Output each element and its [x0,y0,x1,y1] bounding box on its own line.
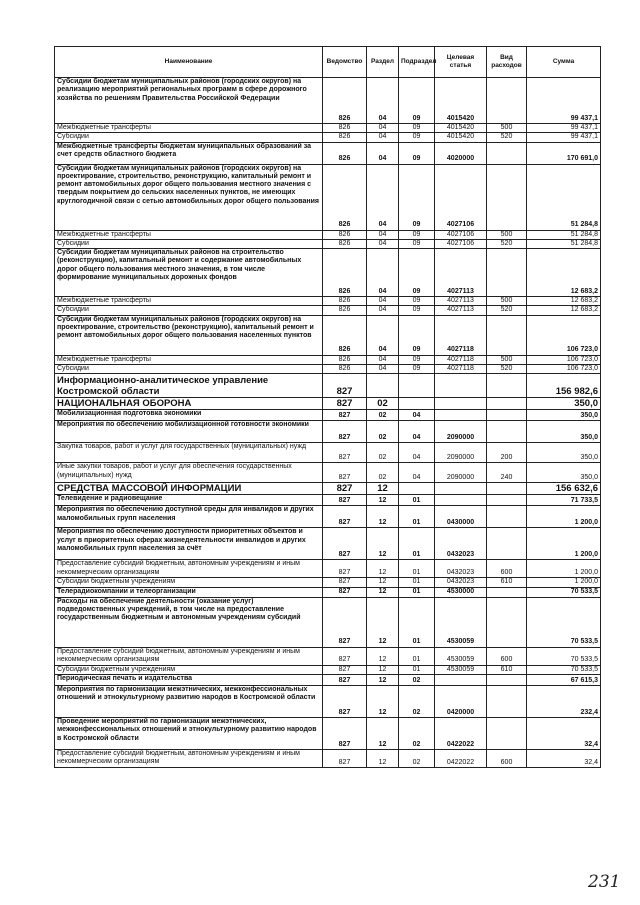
table-row [55,306,601,315]
row-name: Расходы на обеспечение деятельности (оказание услуг) подведомственных учреждений, в том числе на предоставление государственным бюджетным и автономным учреждениям субсидий [55,597,323,647]
row-name: Иные закупки товаров, работ и услуг для обеспечения государственных (муниципальных) нужд [55,463,323,483]
row-dept: 827 [323,717,367,749]
row-target: 0430000 [435,506,487,528]
row-sum: 32,4 [527,717,601,749]
row-name: НАЦИОНАЛЬНАЯ ОБОРОНА [55,398,323,410]
row-exp [487,483,527,495]
table-row [55,528,601,560]
table-row [55,717,601,749]
row-target: 4530000 [435,587,487,597]
row-exp [487,410,527,421]
header-row [55,47,601,78]
row-exp: 520 [487,133,527,142]
row-name: Предоставление субсидий бюджетным, автономным учреждениям и иным некоммерческим организациям [55,749,323,767]
row-section: 12 [367,483,399,495]
row-dept: 827 [323,674,367,685]
row-subsection: 09 [399,78,435,124]
row-target: 4530059 [435,647,487,665]
row-name: Субсидии бюджетным учреждениям [55,665,323,674]
table-row [55,665,601,674]
row-exp [487,495,527,506]
row-name: Межбюджетные трансферты [55,124,323,133]
table-row [55,315,601,355]
row-section: 12 [367,665,399,674]
row-dept: 827 [323,587,367,597]
row-subsection: 01 [399,647,435,665]
row-subsection: 09 [399,249,435,297]
row-section: 04 [367,239,399,248]
row-name: Проведение мероприятий по гармонизации межэтнических, межконфессиональных отношений и этнокультурному развитию народов в Костромской области [55,717,323,749]
row-section: 12 [367,495,399,506]
row-section: 12 [367,749,399,767]
row-section: 04 [367,365,399,374]
row-exp: 500 [487,230,527,239]
row-section: 12 [367,528,399,560]
row-subsection: 01 [399,665,435,674]
header-exp: Вид расходов [487,47,527,78]
row-name: Субсидии [55,365,323,374]
row-subsection: 01 [399,560,435,578]
row-exp [487,249,527,297]
row-sum: 70 533,5 [527,597,601,647]
row-name: Телерадиокомпании и телеорганизации [55,587,323,597]
row-target: 2090000 [435,463,487,483]
row-target [435,483,487,495]
table-row [55,749,601,767]
row-exp [487,674,527,685]
row-dept: 826 [323,249,367,297]
table-body [55,78,601,768]
row-dept: 826 [323,78,367,124]
row-sum: 170 691,0 [527,142,601,164]
row-subsection: 02 [399,674,435,685]
row-exp: 500 [487,124,527,133]
row-subsection: 09 [399,133,435,142]
row-exp [487,587,527,597]
row-sum: 32,4 [527,749,601,767]
row-dept: 827 [323,410,367,421]
row-target: 4015420 [435,78,487,124]
row-target [435,674,487,685]
table-row [55,410,601,421]
row-target: 4027118 [435,315,487,355]
row-target: 4015420 [435,124,487,133]
row-exp: 600 [487,749,527,767]
table-row [55,365,601,374]
row-dept: 827 [323,374,367,398]
row-sum: 350,0 [527,398,601,410]
row-name: Межбюджетные трансферты [55,230,323,239]
row-dept: 826 [323,297,367,306]
row-section: 04 [367,164,399,230]
row-subsection: 09 [399,164,435,230]
row-dept: 827 [323,483,367,495]
row-dept: 827 [323,495,367,506]
row-dept: 826 [323,142,367,164]
row-section: 12 [367,506,399,528]
row-dept: 826 [323,133,367,142]
row-subsection: 01 [399,578,435,587]
row-exp [487,315,527,355]
row-name: Субсидии бюджетам муниципальных районов на строительство (реконструкцию), капитальный ремонт и содержание автомобильных дорог общего пользования местного значения, в том числе формирование муниципальных дорожных фондов [55,249,323,297]
row-sum: 99 437,1 [527,133,601,142]
row-name: Мероприятия по обеспечению мобилизационной готовности экономики [55,421,323,443]
row-subsection [399,483,435,495]
row-dept: 826 [323,239,367,248]
table-row [55,239,601,248]
table-row [55,374,601,398]
row-dept: 826 [323,315,367,355]
table-row [55,483,601,495]
row-section: 12 [367,587,399,597]
row-sum: 1 200,0 [527,506,601,528]
row-dept: 827 [323,578,367,587]
table-row [55,560,601,578]
row-section: 02 [367,410,399,421]
row-dept: 827 [323,398,367,410]
table-row [55,164,601,230]
row-sum: 350,0 [527,443,601,463]
row-target: 0432023 [435,560,487,578]
row-section: 12 [367,560,399,578]
row-name: Межбюджетные трансферты бюджетам муниципальных образований за счет средств областного бюджета [55,142,323,164]
table-row [55,597,601,647]
row-sum: 232,4 [527,685,601,717]
row-sum: 70 533,5 [527,587,601,597]
table-row [55,133,601,142]
row-target: 4027113 [435,249,487,297]
row-name: Мероприятия по обеспечению доступной среды для инвалидов и других маломобильных групп населения [55,506,323,528]
row-subsection: 04 [399,463,435,483]
row-target: 4530059 [435,665,487,674]
table-row [55,142,601,164]
table-row [55,355,601,364]
row-exp: 520 [487,239,527,248]
row-exp: 500 [487,355,527,364]
row-subsection: 04 [399,421,435,443]
row-exp [487,164,527,230]
row-section: 02 [367,463,399,483]
row-dept: 827 [323,421,367,443]
row-dept: 827 [323,749,367,767]
row-subsection: 01 [399,495,435,506]
row-subsection: 09 [399,306,435,315]
row-section [367,374,399,398]
row-exp [487,685,527,717]
row-target: 4530059 [435,597,487,647]
row-sum: 51 284,8 [527,239,601,248]
table-row [55,463,601,483]
row-exp [487,717,527,749]
row-exp [487,374,527,398]
row-exp: 240 [487,463,527,483]
table-row [55,249,601,297]
row-name: Периодическая печать и издательства [55,674,323,685]
header-dept: Ведомство [323,47,367,78]
header-sum: Сумма [527,47,601,78]
row-target: 4027118 [435,365,487,374]
row-exp: 610 [487,665,527,674]
row-name: Мобилизационная подготовка экономики [55,410,323,421]
row-name: СРЕДСТВА МАССОВОЙ ИНФОРМАЦИИ [55,483,323,495]
row-name: Субсидии бюджетам муниципальных районов (городских округов) на проектирование, строительство, реконструкцию, капитальный ремонт и ремонт автомобильных дорог общего пользования местного значения с твердым покрытием до сельских населенных пунктов, не имеющих круглогодичной связи с сетью автомобильных дорог общего пользования [55,164,323,230]
row-section: 04 [367,78,399,124]
row-subsection: 09 [399,142,435,164]
row-exp [487,398,527,410]
row-sum: 1 200,0 [527,528,601,560]
table-row [55,578,601,587]
row-sum: 12 683,2 [527,297,601,306]
row-name: Межбюджетные трансферты [55,297,323,306]
row-dept: 826 [323,164,367,230]
row-sum: 1 200,0 [527,560,601,578]
table-row [55,297,601,306]
row-sum: 156 982,6 [527,374,601,398]
row-subsection: 01 [399,506,435,528]
row-target: 4020000 [435,142,487,164]
row-exp: 520 [487,365,527,374]
row-exp [487,597,527,647]
row-target: 0420000 [435,685,487,717]
row-dept: 826 [323,365,367,374]
row-subsection: 01 [399,597,435,647]
row-target [435,410,487,421]
row-exp [487,528,527,560]
row-sum: 51 284,8 [527,164,601,230]
row-exp [487,421,527,443]
row-sum: 99 437,1 [527,78,601,124]
row-subsection [399,374,435,398]
row-sum: 70 533,5 [527,647,601,665]
row-section: 12 [367,578,399,587]
header-subsection: Подраздел [399,47,435,78]
row-exp: 600 [487,560,527,578]
row-subsection: 09 [399,365,435,374]
row-target [435,495,487,506]
page-number: 231 [588,872,621,892]
row-section: 02 [367,421,399,443]
budget-table [54,46,601,768]
row-target: 0422022 [435,749,487,767]
table-row [55,78,601,124]
row-target: 4027113 [435,297,487,306]
row-dept: 827 [323,685,367,717]
row-subsection: 01 [399,528,435,560]
row-section: 04 [367,142,399,164]
table-row [55,685,601,717]
row-section: 12 [367,685,399,717]
row-sum: 51 284,8 [527,230,601,239]
row-target: 4027106 [435,230,487,239]
table-row [55,230,601,239]
table-row [55,495,601,506]
row-section: 12 [367,674,399,685]
row-section: 04 [367,297,399,306]
row-sum: 99 437,1 [527,124,601,133]
row-subsection: 02 [399,749,435,767]
row-sum: 106 723,0 [527,355,601,364]
row-section: 04 [367,230,399,239]
table-row [55,421,601,443]
row-sum: 156 632,6 [527,483,601,495]
row-dept: 827 [323,647,367,665]
row-exp: 200 [487,443,527,463]
row-name: Субсидии [55,239,323,248]
row-section: 04 [367,124,399,133]
row-target: 4015420 [435,133,487,142]
row-section: 04 [367,306,399,315]
row-name: Закупка товаров, работ и услуг для государственных (муниципальных) нужд [55,443,323,463]
row-exp: 610 [487,578,527,587]
row-section: 02 [367,398,399,410]
row-name: Субсидии [55,306,323,315]
row-subsection: 04 [399,443,435,463]
row-subsection: 09 [399,124,435,133]
row-name: Субсидии [55,133,323,142]
row-sum: 12 683,2 [527,306,601,315]
row-target [435,374,487,398]
row-dept: 826 [323,306,367,315]
table-row [55,443,601,463]
row-dept: 827 [323,528,367,560]
row-subsection: 09 [399,355,435,364]
row-target: 4027113 [435,306,487,315]
table-row [55,124,601,133]
row-subsection: 09 [399,230,435,239]
row-name: Субсидии бюджетам муниципальных районов (городских округов) на проектирование, строительство (реконструкцию), капитальный ремонт и ремонт автомобильных дорог общего пользования населенных пунктов [55,315,323,355]
row-section: 12 [367,597,399,647]
row-name: Субсидии бюджетным учреждениям [55,578,323,587]
row-target: 2090000 [435,443,487,463]
header-name: Наименование [55,47,323,78]
row-target: 0422022 [435,717,487,749]
row-subsection: 02 [399,685,435,717]
table-row [55,587,601,597]
header-target: Целевая статья [435,47,487,78]
row-name: Предоставление субсидий бюджетным, автономным учреждениям и иным некоммерческим организациям [55,560,323,578]
row-exp: 520 [487,306,527,315]
row-sum: 106 723,0 [527,365,601,374]
row-sum: 1 200,0 [527,578,601,587]
row-target: 0432023 [435,528,487,560]
row-target: 4027106 [435,239,487,248]
row-sum: 67 615,3 [527,674,601,685]
row-dept: 827 [323,463,367,483]
row-subsection: 04 [399,410,435,421]
header-section: Раздел [367,47,399,78]
row-name: Информационно-аналитическое управление Костромской области [55,374,323,398]
row-sum: 106 723,0 [527,315,601,355]
row-exp: 500 [487,297,527,306]
row-exp [487,78,527,124]
row-subsection: 09 [399,239,435,248]
row-sum: 350,0 [527,410,601,421]
row-dept: 826 [323,355,367,364]
row-sum: 12 683,2 [527,249,601,297]
row-name: Мероприятия по обеспечению доступности приоритетных объектов и услуг в приоритетных сферах жизнедеятельности инвалидов и других маломобильных групп населения за счёт [55,528,323,560]
row-section: 12 [367,717,399,749]
row-exp [487,142,527,164]
row-target [435,398,487,410]
row-subsection: 09 [399,315,435,355]
row-sum: 70 533,5 [527,665,601,674]
row-subsection: 01 [399,587,435,597]
row-target: 4027106 [435,164,487,230]
row-exp [487,506,527,528]
table-row [55,674,601,685]
row-subsection: 09 [399,297,435,306]
row-name: Предоставление субсидий бюджетным, автономным учреждениям и иным некоммерческим организациям [55,647,323,665]
row-name: Телевидение и радиовещание [55,495,323,506]
row-target: 0432023 [435,578,487,587]
row-section: 12 [367,647,399,665]
row-subsection [399,398,435,410]
row-dept: 827 [323,506,367,528]
row-target: 2090000 [435,421,487,443]
row-section: 04 [367,355,399,364]
row-section: 04 [367,249,399,297]
row-name: Субсидии бюджетам муниципальных районов (городских округов) на реализацию мероприятий региональных программ в сфере дорожного хозяйства по решениям Правительства Российской Федерации [55,78,323,124]
row-section: 04 [367,133,399,142]
row-name: Межбюджетные трансферты [55,355,323,364]
row-dept: 827 [323,443,367,463]
row-target: 4027118 [435,355,487,364]
row-dept: 827 [323,560,367,578]
row-dept: 827 [323,597,367,647]
row-section: 04 [367,315,399,355]
row-dept: 826 [323,124,367,133]
row-sum: 350,0 [527,463,601,483]
row-section: 02 [367,443,399,463]
row-dept: 827 [323,665,367,674]
row-subsection: 02 [399,717,435,749]
row-dept: 826 [323,230,367,239]
table-row [55,506,601,528]
row-sum: 71 733,5 [527,495,601,506]
table-row [55,398,601,410]
table-row [55,647,601,665]
row-name: Мероприятия по гармонизации межэтнических, межконфессиональных отношений и этнокультурному развитию народов в Костромской области [55,685,323,717]
row-sum: 350,0 [527,421,601,443]
row-exp: 600 [487,647,527,665]
